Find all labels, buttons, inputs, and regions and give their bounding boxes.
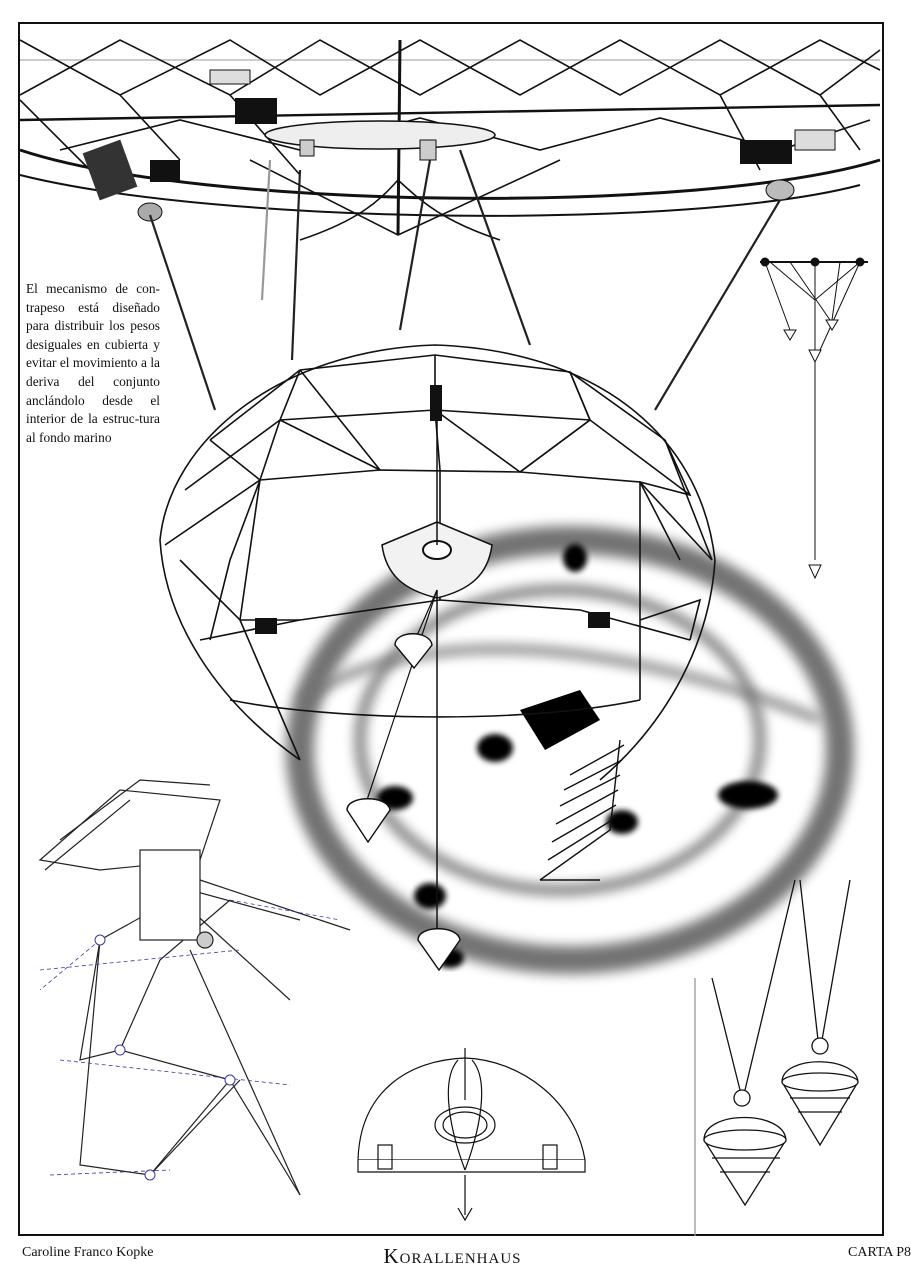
project-title: Korallenhaus	[383, 1244, 522, 1268]
construction-lines	[40, 900, 340, 1175]
sheet-label-text: CARTA P8	[848, 1245, 911, 1260]
sheet-label	[801, 1245, 911, 1261]
dome-stair-ribs	[540, 740, 624, 880]
dome-shadow	[300, 540, 840, 960]
hub-plate-detail	[358, 1048, 585, 1220]
wireframe-nodes	[95, 935, 235, 1180]
author-name: Caroline Franco Kopke	[22, 1245, 154, 1260]
elevation-diagram	[760, 258, 868, 578]
mechanism-description: El mecanismo de con-trapeso está diseñado para distribuir los pesos desiguales en cubierta y evitar el movimiento a la deriva del conjunto anclándolo desde el interior de la estruc-tura al fondo marino	[26, 280, 160, 447]
wireframe-detail	[40, 780, 350, 1195]
